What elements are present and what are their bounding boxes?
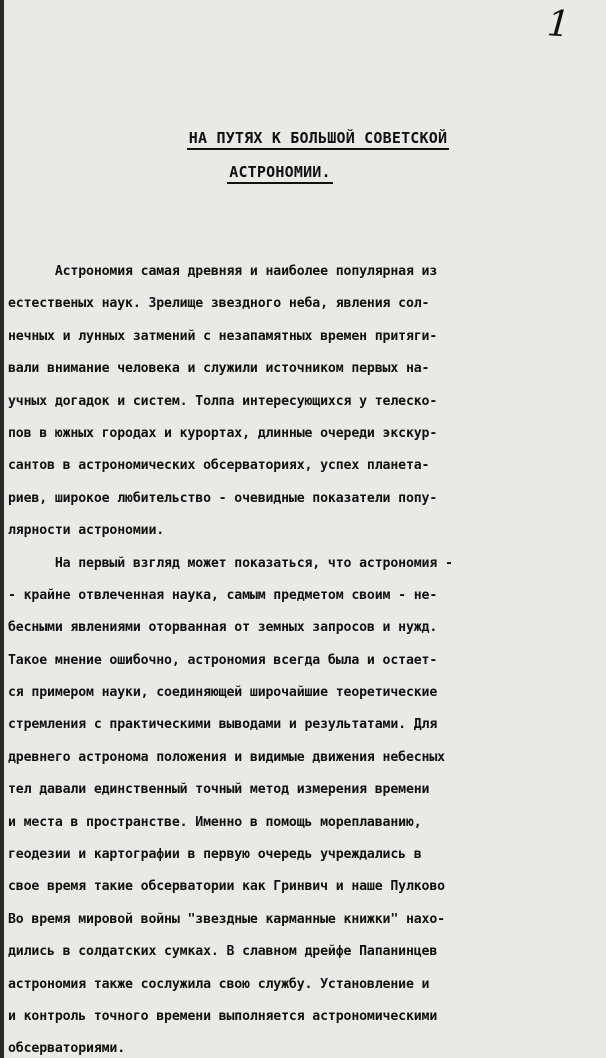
document-title	[0, 128, 606, 196]
text-line: астрономия также сослужила свою службу. Установление и	[8, 976, 430, 992]
text-line: Астрономия самая древняя и наиболее популярная из	[8, 264, 438, 279]
paragraph-1	[8, 256, 604, 548]
text-line: древнего астронома положения и видимые движения небесных	[8, 749, 445, 765]
text-line: естественых наук. Зрелище звездного неба, явления сол-	[8, 296, 430, 312]
text-line: вали внимание человека и служили источником первых на-	[8, 361, 430, 377]
paragraph-2	[8, 548, 604, 1058]
text-line: бесными явлениями оторванная от земных запросов и нужд.	[8, 620, 438, 636]
text-line: обсерваториями.	[8, 1041, 126, 1057]
text-line: стремления с практическими выводами и результатами. Для	[8, 717, 438, 733]
text-line: Во время мировой войны "звездные карманные книжки" нахо-	[8, 911, 445, 927]
text-line: тел давали единственный точный метод измерения времени	[8, 782, 430, 798]
text-line: На первый взгляд может показаться, что астрономия -	[8, 555, 453, 571]
text-line: ся примером науки, соединяющей широчайшие теоретические	[8, 685, 438, 701]
text-line: и места в пространстве. Именно в помощь мореплаванию,	[8, 814, 422, 830]
body-text	[8, 256, 604, 1058]
text-line: сантов в астрономических обсерваториях, успех планета-	[8, 458, 430, 474]
text-line: дились в солдатских сумках. В славном дрейфе Папанинцев	[8, 944, 438, 960]
text-line: учных догадок и систем. Толпа интересующихся у телеско-	[8, 393, 438, 409]
text-line: - крайне отвлеченная наука, самым предметом своим - не-	[8, 587, 438, 603]
page-number: 1	[545, 3, 572, 46]
text-line: пов в южных городах и курортах, длинные очереди экскур-	[8, 425, 438, 441]
text-line: Такое мнение ошибочно, астрономия всегда была и остает-	[8, 652, 438, 668]
text-line: геодезии и картографии в первую очередь учреждались в	[8, 847, 422, 863]
text-line: риев, широкое любительство - очевидные показатели попу-	[8, 490, 438, 506]
text-line: нечных и лунных затмений с незапамятных времен притяги-	[8, 328, 438, 344]
text-line: и контроль точного времени выполняется астрономическими	[8, 1008, 438, 1024]
text-line: свое время такие обсерватории как Гринвич и наше Пулково	[8, 879, 445, 895]
title-line-2: АСТРОНОМИИ.	[227, 163, 333, 184]
title-line-1: НА ПУТЯХ К БОЛЬШОЙ СОВЕТСКОЙ	[187, 129, 449, 150]
text-line: лярности астрономии.	[8, 523, 165, 539]
